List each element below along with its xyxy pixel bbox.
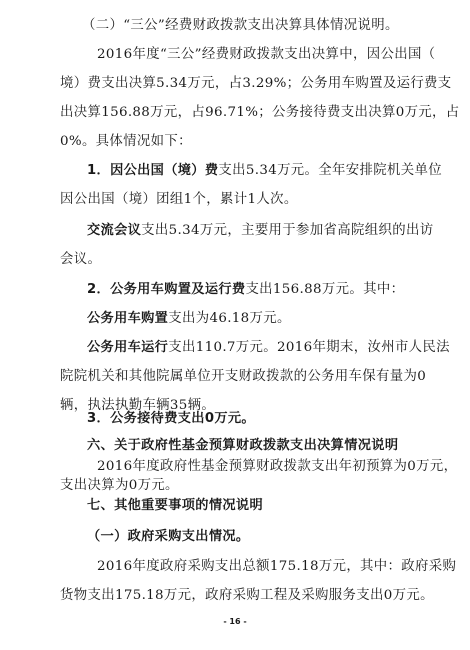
bold-label: 公务用车运行: [87, 340, 169, 355]
line-text: 支出5.34万元。全年安排院机关单位: [218, 163, 442, 178]
paragraph-line: 因公出国（境）团组1个，累计1人次。: [60, 192, 298, 207]
paragraph-line: [0, 222, 470, 240]
paragraph-line: 会议。: [60, 252, 102, 267]
paragraph-line: 货物支出175.18万元，政府采购工程及采购服务支出0万元。: [60, 588, 434, 603]
paragraph-line: [0, 310, 470, 328]
line-text: 支出为46.18万元。: [168, 311, 291, 326]
line-text: 支出156.88万元。其中：: [245, 282, 405, 297]
paragraph-line: 0%。具体情况如下：: [60, 134, 192, 149]
line-text: 支出110.7万元。2016年期末，汝州市人民法: [168, 340, 450, 355]
page-number: - 16 -: [223, 617, 247, 626]
bold-label: 2．公务用车购置及运行费: [87, 282, 246, 297]
paragraph-line: [0, 281, 470, 299]
section-heading-six: 六、关于政府性基金预算财政拨款支出决算情况说明: [87, 438, 399, 453]
paragraph-line: [0, 162, 470, 180]
paragraph-line: 支出决算为0万元。: [60, 478, 179, 493]
heading-sangong-explanation: （二）“三公”经费财政拨款支出决算具体情况说明。: [82, 18, 399, 33]
paragraph-line: 境）费支出决算5.34万元，占3.29%；公务用车购置及运行费支: [60, 76, 452, 91]
bold-label: 公务用车购置: [87, 311, 169, 326]
bold-label: 1．因公出国（境）费: [87, 163, 219, 178]
section-heading-seven: 七、其他重要事项的情况说明: [87, 498, 263, 513]
paragraph-line: 出决算156.88万元，占96.71%；公务接待费支出决算0万元，占: [60, 105, 460, 120]
line-text: 支出5.34万元，主要用于参加省高院组织的出访: [141, 223, 434, 238]
paragraph-line: 院院机关和其他院属单位开支财政拨款的公务用车保有量为0: [60, 369, 427, 384]
bold-label: 交流会议: [87, 223, 142, 238]
paragraph-line: 辆，执法执勤车辆35辆。: [60, 398, 216, 413]
paragraph-line: 2016年度“三公”经费财政拨款支出决算中，因公出国（: [97, 47, 436, 62]
bold-line: 3．公务接待费支出0万元。: [87, 411, 255, 426]
paragraph-line: 2016年度政府性基金预算财政拨款支出年初预算为0万元，: [97, 459, 458, 474]
paragraph-line: [0, 339, 470, 357]
subsection-heading: （一）政府采购支出情况。: [87, 529, 250, 544]
paragraph-line: 2016年度政府采购支出总额175.18万元，其中：政府采购: [97, 559, 457, 574]
